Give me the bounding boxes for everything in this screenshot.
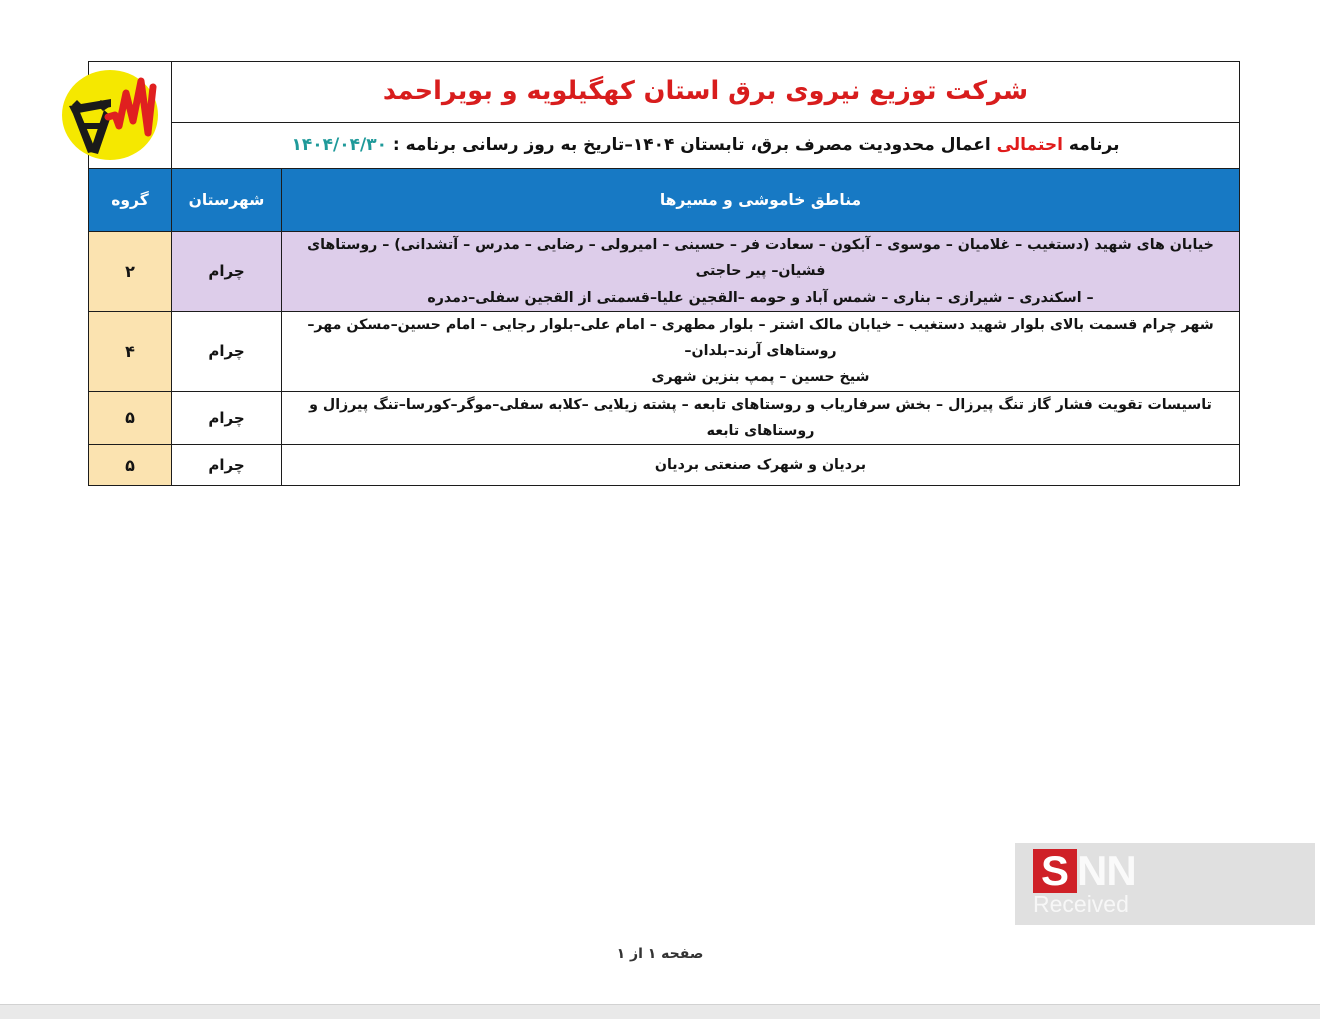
cell-city: چرام	[172, 445, 282, 486]
cell-city: چرام	[172, 391, 282, 445]
snn-logo	[1033, 849, 1136, 893]
power-company-logo	[49, 63, 171, 167]
snn-logo-nn: NN	[1077, 847, 1136, 894]
title-row	[89, 62, 1240, 123]
cell-city: چرام	[172, 232, 282, 312]
cell-group: ۵	[89, 445, 172, 486]
subtitle-part-one: برنامه	[1062, 135, 1120, 156]
cell-areas	[282, 232, 1240, 312]
cell-group: ۲	[89, 232, 172, 312]
logo-cell	[89, 62, 172, 169]
subtitle-part-two: اعمال محدودیت مصرف برق، تابستان ۱۴۰۴–تاریخ به روز رسانی برنامه :	[386, 135, 997, 156]
areas-line: بردیان و شهرک صنعتی بردیان	[654, 456, 867, 473]
page-footer: صفحه ۱ از ۱	[616, 946, 704, 962]
page-bottom-edge	[0, 1004, 1320, 1019]
outage-schedule-table	[88, 61, 1240, 486]
subtitle-update-date: ۱۴۰۴/۰۴/۳۰	[291, 135, 387, 156]
cell-group: ۵	[89, 391, 172, 445]
cell-city: چرام	[172, 311, 282, 391]
table-row	[89, 391, 1240, 445]
areas-line: تاسیسات تقویت فشار گاز تنگ پیرزال – بخش سرفاریاب و روستاهای تابعه – پشته زیلایی –کلابه سفلی–موگر–کورسا–تنگ پیرزال و روستاهای تابعه	[309, 396, 1212, 439]
document-subtitle-cell	[172, 123, 1240, 169]
subtitle-row	[89, 123, 1240, 169]
subtitle-highlight: احتمالی	[996, 135, 1063, 156]
cell-areas	[282, 391, 1240, 445]
areas-line: خیابان های شهید (دستغیب – غلامیان – موسوی – آبکون – سعادت فر – حسینی – امیرولی – رضایی – مدرس – آتشدانی) – روستاهای فشیان– پیر حاجتی	[307, 237, 1214, 280]
table-row	[89, 232, 1240, 312]
column-header-areas: مناطق خاموشی و مسیرها	[282, 169, 1240, 232]
snn-watermark	[1015, 843, 1315, 925]
page-title: شرکت توزیع نیروی برق استان کهگیلویه و بویراحمد	[382, 76, 1029, 107]
column-header-city: شهرستان	[172, 169, 282, 232]
column-header-group: گروه	[89, 169, 172, 232]
areas-line: شهر چرام قسمت بالای بلوار شهید دستغیب – خیابان مالک اشتر – بلوار مطهری – امام علی–بلوار رجایی – امام حسین–مسکن مهر–روستاهای آرند–بلدان–	[307, 316, 1214, 360]
snn-received-label: Received	[1033, 891, 1129, 917]
table-row	[89, 445, 1240, 486]
cell-group: ۴	[89, 311, 172, 391]
snn-logo-s: S	[1033, 849, 1077, 893]
cell-areas	[282, 445, 1240, 486]
document-title-cell	[172, 62, 1240, 123]
table-row	[89, 311, 1240, 391]
table-header-row	[89, 169, 1240, 232]
areas-line: – اسکندری – شیرازی – بناری – شمس آباد و حومه –القجین علیا–قسمتی از القجین سفلی–دمدره	[427, 289, 1094, 306]
document-subtitle	[172, 135, 1239, 155]
areas-line: شیخ حسین – پمپ بنزین شهری	[651, 369, 870, 386]
cell-areas	[282, 311, 1240, 391]
